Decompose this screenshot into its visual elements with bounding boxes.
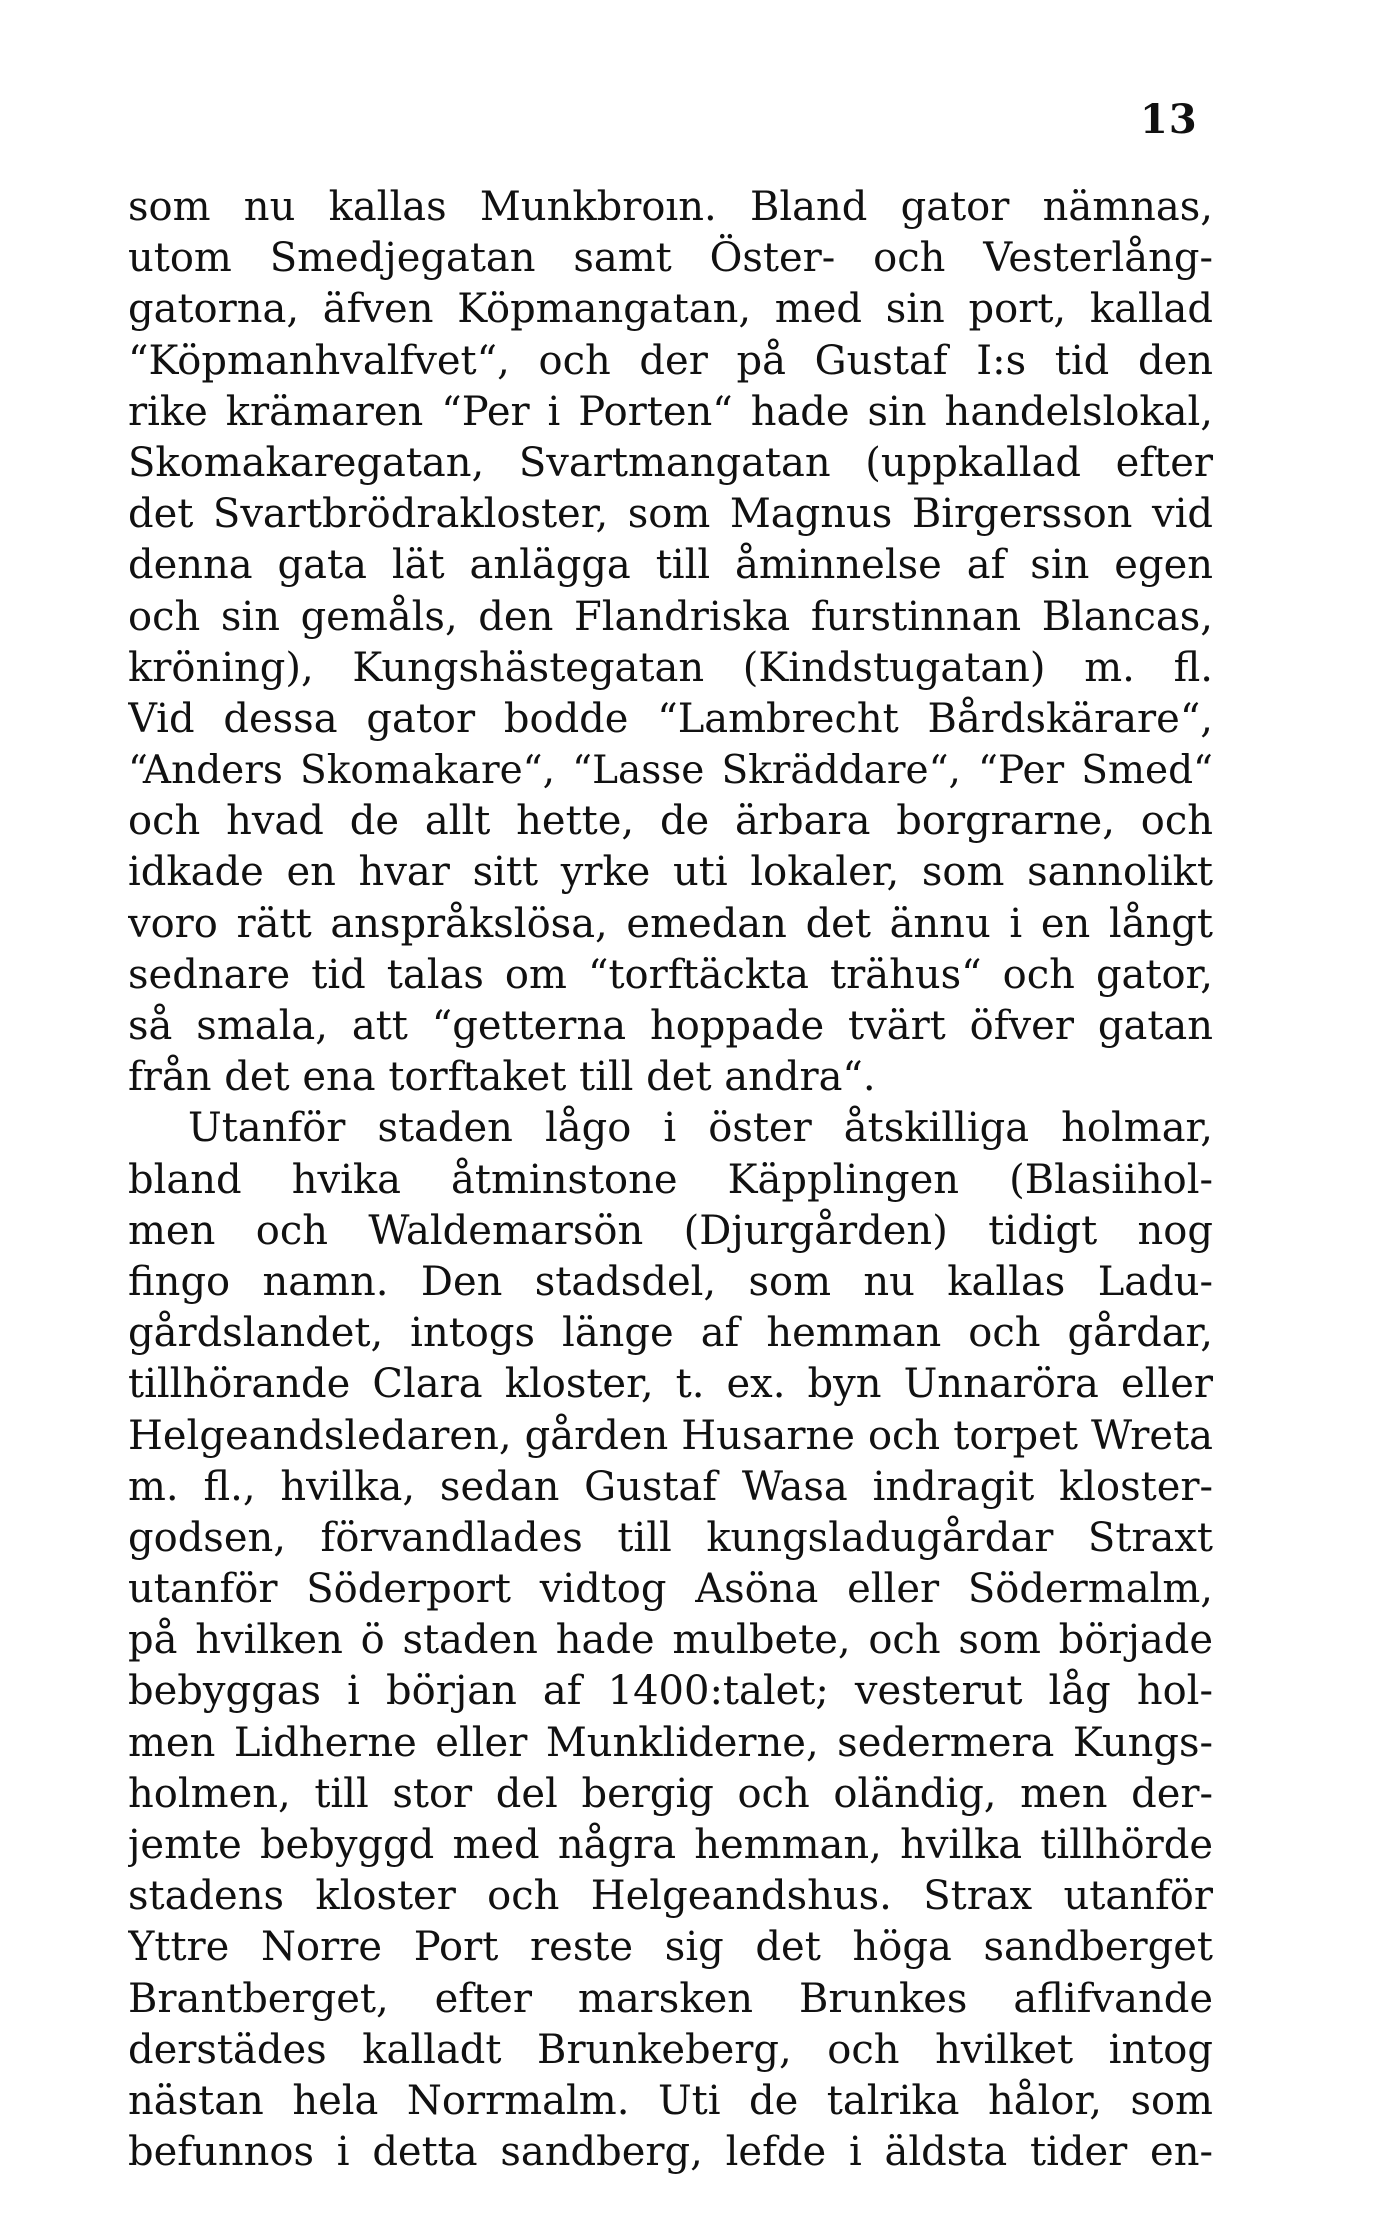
text-line: Utanför staden lågo i öster åtskilliga holmar, xyxy=(188,1105,1213,1152)
text-line: nästan hela Norrmalm. Uti de talrika hålor, som xyxy=(128,2077,1213,2124)
text-line: utanför Söderport vidtog Asöna eller Södermalm, xyxy=(128,1566,1213,1613)
text-line: “Köpmanhvalfvet“, och der på Gustaf I:s tid den xyxy=(128,337,1213,384)
text-line: Yttre Norre Port reste sig det höga sandberget xyxy=(128,1924,1213,1971)
text-line: Brantberget, efter marsken Brunkes aflifvande xyxy=(128,1975,1213,2022)
text-line: men och Waldemarsön (Djurgården) tidigt nog xyxy=(128,1207,1213,1254)
text-line: rike krämaren “Per i Porten“ hade sin handelslokal, xyxy=(128,388,1213,435)
text-line: så smala, att “getterna hoppade tvärt öfver gatan xyxy=(128,1003,1213,1049)
text-line: och sin gemåls, den Flandriska furstinnan Blancas, xyxy=(128,593,1213,640)
text-line: befunnos i detta sandberg, lefde i äldsta tider en- xyxy=(128,2129,1213,2176)
text-line: godsen, förvandlades till kungsladugårdar Straxt xyxy=(128,1514,1213,1561)
text-line: utom Smedjegatan samt Öster- och Vesterlång- xyxy=(128,235,1213,282)
text-line: tillhörande Clara kloster, t. ex. byn Unnaröra eller xyxy=(128,1361,1213,1408)
text-line: och hvad de allt hette, de ärbara borgrarne, och xyxy=(128,798,1213,845)
text-line: men Lidherne eller Munkliderne, sedermera Kungs- xyxy=(128,1719,1213,1766)
text-line: bebyggas i början af 1400:talet; vesterut låg hol- xyxy=(128,1668,1213,1715)
text-line: holmen, till stor del bergig och oländig, men der- xyxy=(128,1770,1213,1817)
text-line: på hvilken ö staden hade mulbete, och som började xyxy=(128,1617,1213,1664)
text-line: gårdslandet, intogs länge af hemman och gårdar, xyxy=(128,1310,1213,1357)
text-line: det Svartbrödrakloster, som Magnus Birgersson vid xyxy=(128,491,1213,538)
text-line: Helgeandsledaren, gården Husarne och torpet Wreta xyxy=(128,1412,1213,1459)
text-line: derstädes kalladt Brunkeberg, och hvilket intog xyxy=(128,2026,1213,2073)
text-line: idkade en hvar sitt yrke uti lokaler, som sannolikt xyxy=(128,849,1213,896)
text-line: voro rätt anspråkslösa, emedan det ännu i en långt xyxy=(128,900,1213,947)
text-line: Vid dessa gator bodde “Lambrecht Bårdskärare“, xyxy=(128,695,1213,742)
body-text xyxy=(128,182,1213,2178)
text-line: gatorna, äfven Köpmangatan, med sin port, kallad xyxy=(128,286,1213,333)
text-line: m. fl., hvilka, sedan Gustaf Wasa indragit kloster- xyxy=(128,1463,1213,1510)
text-line: som nu kallas Munkbroın. Bland gator nämnas, xyxy=(128,184,1213,230)
text-line: kröning), Kungshästegatan (Kindstugatan) m. fl. xyxy=(128,644,1213,691)
text-line: från det ena torftaket till det andra“. xyxy=(128,1054,876,1101)
text-line: fingo namn. Den stadsdel, som nu kallas Ladu- xyxy=(128,1258,1213,1305)
text-line: denna gata lät anlägga till åminnelse af sin egen xyxy=(128,542,1213,589)
text-line: stadens kloster och Helgeandshus. Strax utanför xyxy=(128,1873,1213,1920)
page-number: 13 xyxy=(1140,96,1198,143)
text-line: Skomakaregatan, Svartmangatan (uppkallad efter xyxy=(128,439,1213,486)
text-line: jemte bebyggd med några hemman, hvilka tillhörde xyxy=(128,1822,1213,1868)
text-line: bland hvika åtminstone Käpplingen (Blasiihol- xyxy=(128,1156,1213,1203)
text-line: sednare tid talas om “torftäckta trähus“ och gator, xyxy=(128,951,1213,998)
text-line: “Anders Skomakare“, “Lasse Skräddare“, “Per Smed“ xyxy=(128,748,1213,794)
